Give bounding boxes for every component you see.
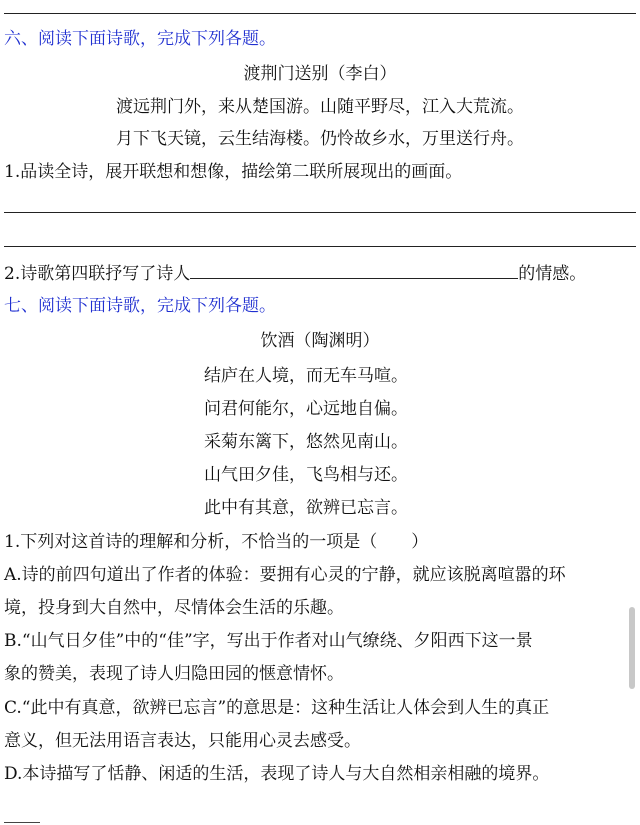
section7-poem-line-4: 山气田夕佳，飞鸟相与还。 [204, 465, 408, 485]
section6-question-2 [4, 262, 586, 285]
section7-poem-line-5: 此中有其意，欲辨已忘言。 [204, 498, 408, 518]
q2-suffix: 的情感。 [518, 264, 587, 284]
option-b-line-2: 象的赞美，表现了诗人归隐田园的惬意情怀。 [4, 664, 344, 684]
section6-poem-title: 渡荆门送别（李白） [243, 64, 397, 84]
q2-answer-blank[interactable] [190, 262, 518, 279]
section6-question-1: 1.品读全诗，展开联想和想像，描绘第二联所展现出的画面。 [4, 162, 463, 182]
top-rule [4, 13, 636, 14]
section7-question-1: 1.下列对这首诗的理解和分析，不恰当的一项是（ ） [4, 532, 429, 552]
section7-poem-line-3: 采菊东篱下，悠然见南山。 [204, 432, 408, 452]
option-c-line-2: 意义，但无法用语言表达，只能用心灵去感受。 [4, 731, 361, 751]
answer-line-1[interactable] [4, 212, 636, 213]
answer-line-2[interactable] [4, 246, 636, 247]
option-d-line-1: D.本诗描写了恬静、闲适的生活，表现了诗人与大自然相亲相融的境界。 [4, 764, 550, 784]
option-c-line-1: C.“此中有真意，欲辨已忘言”的意思是：这种生活让人体会到人生的真正 [4, 698, 550, 718]
option-a-line-1: A.诗的前四句道出了作者的体验：要拥有心灵的宁静，就应该脱离喧嚣的环 [4, 565, 566, 585]
section7-poem-line-1: 结庐在人境，而无车马喧。 [204, 366, 408, 386]
q2-prefix: 2.诗歌第四联抒写了诗人 [4, 264, 191, 284]
option-b-line-1: B.“山气日夕佳”中的“佳”字，写出于作者对山气缭绕、夕阳西下这一景 [4, 631, 533, 651]
section7-poem-title: 饮酒（陶渊明） [260, 331, 380, 351]
vertical-scrollbar[interactable] [629, 607, 635, 689]
section6-heading: 六、阅读下面诗歌，完成下列各题。 [4, 29, 276, 49]
section7-poem-line-2: 问君何能尔，心远地自偏。 [204, 399, 408, 419]
option-a-line-2: 境，投身到大自然中，尽情体会生活的乐趣。 [4, 598, 344, 618]
footnote-rule [4, 822, 40, 823]
section6-poem-line-1: 渡远荆门外，来从楚国游。山随平野尽，江入大荒流。 [116, 97, 524, 117]
section7-heading: 七、阅读下面诗歌，完成下列各题。 [4, 296, 276, 316]
section6-poem-line-2: 月下飞天镜，云生结海楼。仍怜故乡水，万里送行舟。 [116, 129, 524, 149]
